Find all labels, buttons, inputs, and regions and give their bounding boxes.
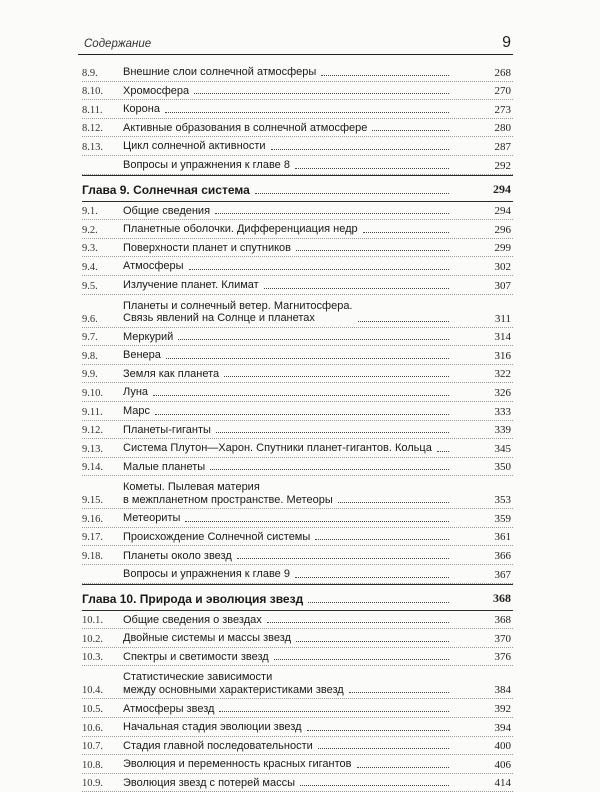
section-title-line: Планеты и солнечный ветер. Магнитосфера.: [123, 299, 353, 312]
toc-entry-row[interactable]: [82, 699, 513, 718]
section-title: [123, 671, 453, 696]
section-title: [123, 632, 453, 645]
toc-entry-row[interactable]: [82, 137, 513, 156]
dot-leader: [155, 414, 449, 415]
toc-entry-row[interactable]: [82, 100, 513, 119]
dot-leader: [300, 785, 449, 786]
dot-leader: [264, 288, 449, 289]
section-title: [123, 442, 453, 455]
section-number: 8.12.: [82, 123, 103, 135]
section-title-line: Статистические зависимости: [123, 671, 273, 684]
section-title: [123, 331, 453, 344]
dot-leader: [215, 213, 449, 214]
section-title: [123, 85, 453, 98]
section-number: 9.5.: [82, 280, 98, 292]
toc-page-number: 316: [494, 349, 511, 362]
toc-entry-row[interactable]: [82, 648, 513, 667]
toc-entry-row[interactable]: [82, 402, 513, 421]
chapter-title-text: Глава 9. Солнечная система: [82, 182, 250, 197]
section-title: [123, 242, 453, 255]
toc-page-number: 394: [494, 721, 511, 734]
toc-entry-row[interactable]: [82, 718, 513, 737]
toc-page-number: 268: [494, 66, 511, 79]
toc-page-number: 302: [494, 260, 511, 273]
dot-leader: [296, 250, 449, 251]
toc-entry-row[interactable]: [82, 82, 513, 101]
section-title-line: Атмосферы: [123, 260, 184, 273]
section-title-line: между основными характеристиками звезд: [123, 683, 344, 696]
running-head: Содержание: [84, 38, 152, 50]
section-title-line: Спектры и светимости звезд: [123, 650, 269, 663]
section-title: [123, 512, 453, 525]
toc-entry-row[interactable]: [82, 365, 513, 384]
dot-leader: [255, 193, 449, 194]
section-number: 8.13.: [82, 141, 103, 153]
chapter-title: [82, 592, 453, 606]
section-title: [123, 279, 453, 292]
toc-entry-row[interactable]: [82, 421, 513, 440]
toc-page-number: 273: [494, 103, 511, 116]
toc-entry-row[interactable]: [82, 611, 513, 630]
section-title-line: Планеты-гиганты: [123, 423, 211, 436]
section-title: [123, 703, 453, 716]
toc-page-number: 299: [494, 242, 511, 255]
dot-leader: [321, 75, 449, 76]
dot-leader: [219, 711, 449, 712]
toc-page-number: 296: [494, 223, 511, 236]
toc-page-number: 368: [494, 614, 511, 627]
toc-page-number: 406: [494, 758, 511, 771]
section-number: 10.1.: [82, 615, 103, 627]
dot-leader: [224, 376, 449, 377]
toc-entry-row[interactable]: [82, 755, 513, 774]
toc-entry-row[interactable]: [82, 156, 513, 175]
section-title: [123, 405, 453, 418]
dot-leader: [363, 232, 449, 233]
dot-leader: [318, 748, 449, 749]
chapter-title: [82, 183, 453, 197]
section-title-line: Активные образования в солнечной атмосфере: [123, 121, 368, 134]
section-number: 9.10.: [82, 387, 103, 399]
page-header: [78, 30, 513, 55]
questions-title: [123, 159, 453, 172]
toc-entry-row[interactable]: [82, 666, 513, 699]
section-title-line: Внешние слои солнечной атмосферы: [123, 66, 317, 79]
section-title: [123, 103, 453, 116]
section-title-line: Хромосфера: [123, 84, 190, 97]
dot-leader: [194, 93, 449, 94]
section-title-line: в межпланетном пространстве. Метеоры: [123, 493, 333, 506]
section-title-line: Атмосферы звезд: [123, 702, 215, 715]
toc-entry-row[interactable]: [82, 439, 513, 458]
section-title-line: Эволюция звезд с потерей массы: [123, 776, 295, 789]
section-number: 9.13.: [82, 443, 103, 455]
section-title: [123, 260, 453, 273]
toc-entry-row[interactable]: [82, 458, 513, 477]
questions-title: [123, 568, 453, 581]
section-number: 9.11.: [82, 406, 103, 418]
section-number: 9.1.: [82, 206, 98, 218]
section-title-line: Вопросы и упражнения к главе 9: [123, 568, 290, 581]
dot-leader: [295, 577, 449, 578]
toc-entry-row[interactable]: [82, 220, 513, 239]
section-title-line: Корона: [123, 103, 160, 116]
table-of-contents: [82, 63, 513, 792]
section-number: 9.14.: [82, 462, 103, 474]
section-title-line: Начальная стадия эволюции звезд: [123, 721, 302, 734]
section-number: 9.12.: [82, 425, 103, 437]
dot-leader: [357, 767, 450, 768]
toc-page-number: 339: [494, 424, 511, 437]
toc-entry-row[interactable]: [82, 63, 513, 82]
section-title: [123, 205, 453, 218]
toc-entry-row[interactable]: [82, 119, 513, 138]
section-number: 8.10.: [82, 86, 103, 98]
toc-page-number: 270: [494, 85, 511, 98]
toc-entry-row[interactable]: [82, 565, 513, 584]
section-title-line: Малые планеты: [123, 460, 206, 473]
toc-page-number: 311: [494, 312, 511, 325]
toc-entry-row[interactable]: [82, 528, 513, 547]
section-number: 9.3.: [82, 243, 98, 255]
section-number: 10.6.: [82, 722, 103, 734]
toc-entry-row[interactable]: [82, 509, 513, 528]
section-title-line: Кометы. Пылевая материя: [123, 481, 260, 494]
section-title-line: Венера: [123, 349, 161, 362]
toc-page-number: 314: [494, 331, 511, 344]
toc-entry-row[interactable]: [82, 629, 513, 648]
toc-page-number: 414: [494, 777, 511, 790]
dot-leader: [237, 558, 449, 559]
section-title-line: Излучение планет. Климат: [123, 279, 259, 292]
section-number: 9.9.: [82, 369, 98, 381]
toc-page-number: 287: [494, 140, 511, 153]
dot-leader: [358, 321, 450, 322]
toc-page-number: 361: [494, 531, 511, 544]
section-number: 10.9.: [82, 778, 103, 790]
dot-leader: [296, 641, 449, 642]
dot-leader: [307, 730, 449, 731]
toc-page-number: 400: [494, 740, 511, 753]
toc-page-number: 326: [494, 386, 511, 399]
section-number: 8.9.: [82, 67, 98, 79]
section-number: 9.16.: [82, 513, 103, 525]
toc-page-number: 368: [493, 590, 511, 605]
section-title-line: Двойные системы и массы звезд: [123, 632, 291, 645]
section-title: [123, 424, 453, 437]
toc-entry-row[interactable]: [82, 383, 513, 402]
section-number: 9.7.: [82, 332, 98, 344]
dot-leader: [271, 149, 449, 150]
toc-chapter-row[interactable]: [82, 175, 513, 202]
section-number: 9.8.: [82, 350, 98, 362]
toc-page-number: 359: [494, 512, 511, 525]
section-title-line: Связь явлений на Солнце и планетах: [123, 312, 315, 325]
section-title: [123, 122, 453, 135]
section-number: 10.7.: [82, 741, 103, 753]
section-title: [123, 550, 453, 563]
dot-leader: [372, 130, 449, 131]
dot-leader: [267, 622, 449, 623]
dot-leader: [308, 602, 449, 603]
section-title: [123, 461, 453, 474]
section-title-line: Марс: [123, 405, 151, 417]
dot-leader: [216, 432, 449, 433]
section-number: 8.11.: [82, 104, 103, 116]
section-number: 10.2.: [82, 633, 103, 645]
section-number: 10.5.: [82, 704, 103, 716]
toc-page-number: 366: [494, 550, 511, 563]
section-title: [123, 386, 453, 399]
toc-entry-row[interactable]: [82, 276, 513, 295]
toc-page-number: 280: [494, 122, 511, 135]
toc-page-number: 294: [494, 205, 511, 218]
section-title: [123, 614, 453, 627]
section-number: 9.2.: [82, 224, 98, 236]
section-title: [123, 740, 453, 753]
toc-page-number: 367: [494, 568, 511, 581]
dot-leader: [437, 451, 449, 452]
toc-page-number: 322: [494, 368, 511, 381]
section-title: [123, 531, 453, 544]
section-title-line: Метеориты: [123, 512, 181, 525]
section-number: 9.6.: [82, 313, 98, 325]
section-title-line: Планетные оболочки. Дифференциация недр: [123, 223, 358, 236]
toc-entry-row[interactable]: [82, 737, 513, 756]
section-number: 10.8.: [82, 759, 103, 771]
toc-page-number: 292: [494, 159, 511, 172]
section-title-line: Общие сведения о звездах: [123, 613, 262, 626]
dot-leader: [349, 692, 449, 693]
dot-leader: [185, 521, 449, 522]
dot-leader: [165, 112, 449, 113]
dot-leader: [274, 659, 449, 660]
section-title-line: Стадия главной последовательности: [123, 739, 313, 752]
section-title-line: Происхождение Солнечной системы: [123, 530, 311, 543]
section-title-line: Планеты около звезд: [123, 549, 232, 562]
toc-page-number: 370: [494, 632, 511, 645]
section-title-line: Меркурий: [123, 330, 174, 343]
section-title-line: Поверхности планет и спутников: [123, 241, 292, 254]
toc-entry-row[interactable]: [82, 257, 513, 276]
section-number: 9.18.: [82, 551, 103, 563]
toc-chapter-row[interactable]: [82, 584, 513, 611]
section-title: [123, 140, 453, 153]
section-title-line: Эволюция и переменность красных гигантов: [123, 758, 352, 771]
section-title: [123, 300, 453, 325]
toc-page-number: 350: [494, 461, 511, 474]
section-title: [123, 223, 453, 236]
dot-leader: [295, 168, 449, 169]
dot-leader: [166, 358, 449, 359]
section-number: 9.17.: [82, 532, 103, 544]
toc-entry-row[interactable]: [82, 476, 513, 509]
section-title: [123, 349, 453, 362]
toc-page-number: 392: [494, 703, 511, 716]
toc-entry-row[interactable]: [82, 239, 513, 258]
dot-leader: [315, 539, 449, 540]
section-number: 10.3.: [82, 652, 103, 664]
section-title-line: Луна: [123, 386, 149, 399]
page-number: 9: [502, 34, 511, 51]
section-title: [123, 721, 453, 734]
toc-entry-row[interactable]: [82, 546, 513, 565]
section-number: 9.15.: [82, 495, 103, 507]
section-number: 10.4.: [82, 685, 103, 697]
toc-entry-row[interactable]: [82, 202, 513, 221]
section-title: [123, 651, 453, 664]
toc-page-number: 294: [493, 181, 511, 196]
section-title: [123, 66, 453, 79]
section-title: [123, 777, 453, 790]
section-title-line: Общие сведения: [123, 204, 211, 217]
toc-entry-row[interactable]: [82, 346, 513, 365]
section-title-line: Вопросы и упражнения к главе 8: [123, 159, 290, 172]
toc-page-number: 384: [494, 684, 511, 697]
section-title-line: Земля как планета: [123, 367, 220, 380]
toc-entry-row[interactable]: [82, 774, 513, 792]
chapter-title-text: Глава 10. Природа и эволюция звезд: [82, 591, 304, 606]
dot-leader: [338, 502, 449, 503]
dot-leader: [189, 269, 449, 270]
toc-entry-row[interactable]: [82, 328, 513, 347]
dot-leader: [210, 469, 449, 470]
section-title-line: Цикл солнечной активности: [123, 140, 266, 153]
section-title: [123, 758, 453, 771]
toc-page-number: 376: [494, 651, 511, 664]
section-title: [123, 481, 453, 506]
dot-leader: [178, 339, 449, 340]
toc-entry-row[interactable]: [82, 295, 513, 328]
dot-leader: [153, 395, 449, 396]
toc-page-number: 307: [494, 279, 511, 292]
section-title-line: Система Плутон—Харон. Спутники планет-гигантов. Кольца: [123, 442, 432, 455]
toc-page-number: 345: [494, 442, 511, 455]
toc-page-number: 353: [494, 494, 511, 507]
toc-page-number: 333: [494, 405, 511, 418]
section-number: 9.4.: [82, 261, 98, 273]
section-title: [123, 368, 453, 381]
